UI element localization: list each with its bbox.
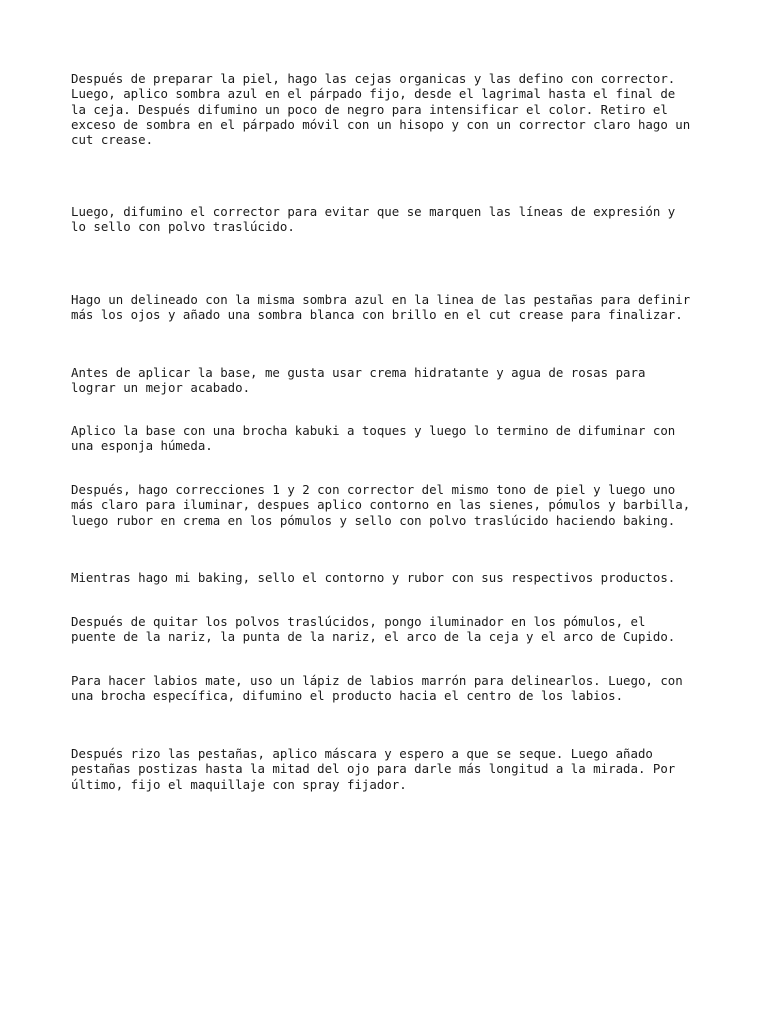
paragraph-eyeliner: Hago un delineado con la misma sombra azul en la linea de las pestañas para definir más los ojos y añado una sombra blanca con brillo en el cut crease para finalizar. [71, 292, 691, 323]
paragraph-skin-prep: Antes de aplicar la base, me gusta usar crema hidratante y agua de rosas para lograr un mejor acabado. [71, 365, 646, 396]
paragraph-highlighter: Después de quitar los polvos traslúcidos, pongo iluminador en los pómulos, el puente de la nariz, la punta de la nariz, el arco de la ceja y el arco de Cupido. [71, 614, 676, 645]
paragraph-corrections-contour: Después, hago correcciones 1 y 2 con corrector del mismo tono de piel y luego uno más claro para iluminar, despues aplico contorno en las sienes, pómulos y barbilla, luego rubor en crema en los pómulos y sello con polvo traslúcido haciendo baking. [71, 482, 691, 528]
paragraph-foundation: Aplico la base con una brocha kabuki a toques y luego lo termino de difuminar con una esponja húmeda. [71, 423, 676, 454]
paragraph-blend-concealer: Luego, difumino el corrector para evitar que se marquen las líneas de expresión y lo sello con polvo traslúcido. [71, 204, 676, 235]
paragraph-eyebrows-eyeshadow: Después de preparar la piel, hago las cejas organicas y las defino con corrector. Luego, aplico sombra azul en el párpado fijo, desde el lagrimal hasta el final de la ceja. Después difumino un poco de negro para intensificar el color. Retiro el exceso de sombra en el párpado móvil con un hisopo y con un corrector claro hago un cut crease. [71, 71, 691, 148]
paragraph-baking: Mientras hago mi baking, sello el contorno y rubor con sus respectivos productos. [71, 570, 676, 585]
paragraph-lashes-setting: Después rizo las pestañas, aplico máscara y espero a que se seque. Luego añado pestañas postizas hasta la mitad del ojo para darle más longitud a la mirada. Por último, fijo el maquillaje con spray fijador. [71, 746, 676, 792]
paragraph-matte-lips: Para hacer labios mate, uso un lápiz de labios marrón para delinearlos. Luego, con una brocha específica, difumino el producto hacia el centro de los labios. [71, 673, 683, 704]
